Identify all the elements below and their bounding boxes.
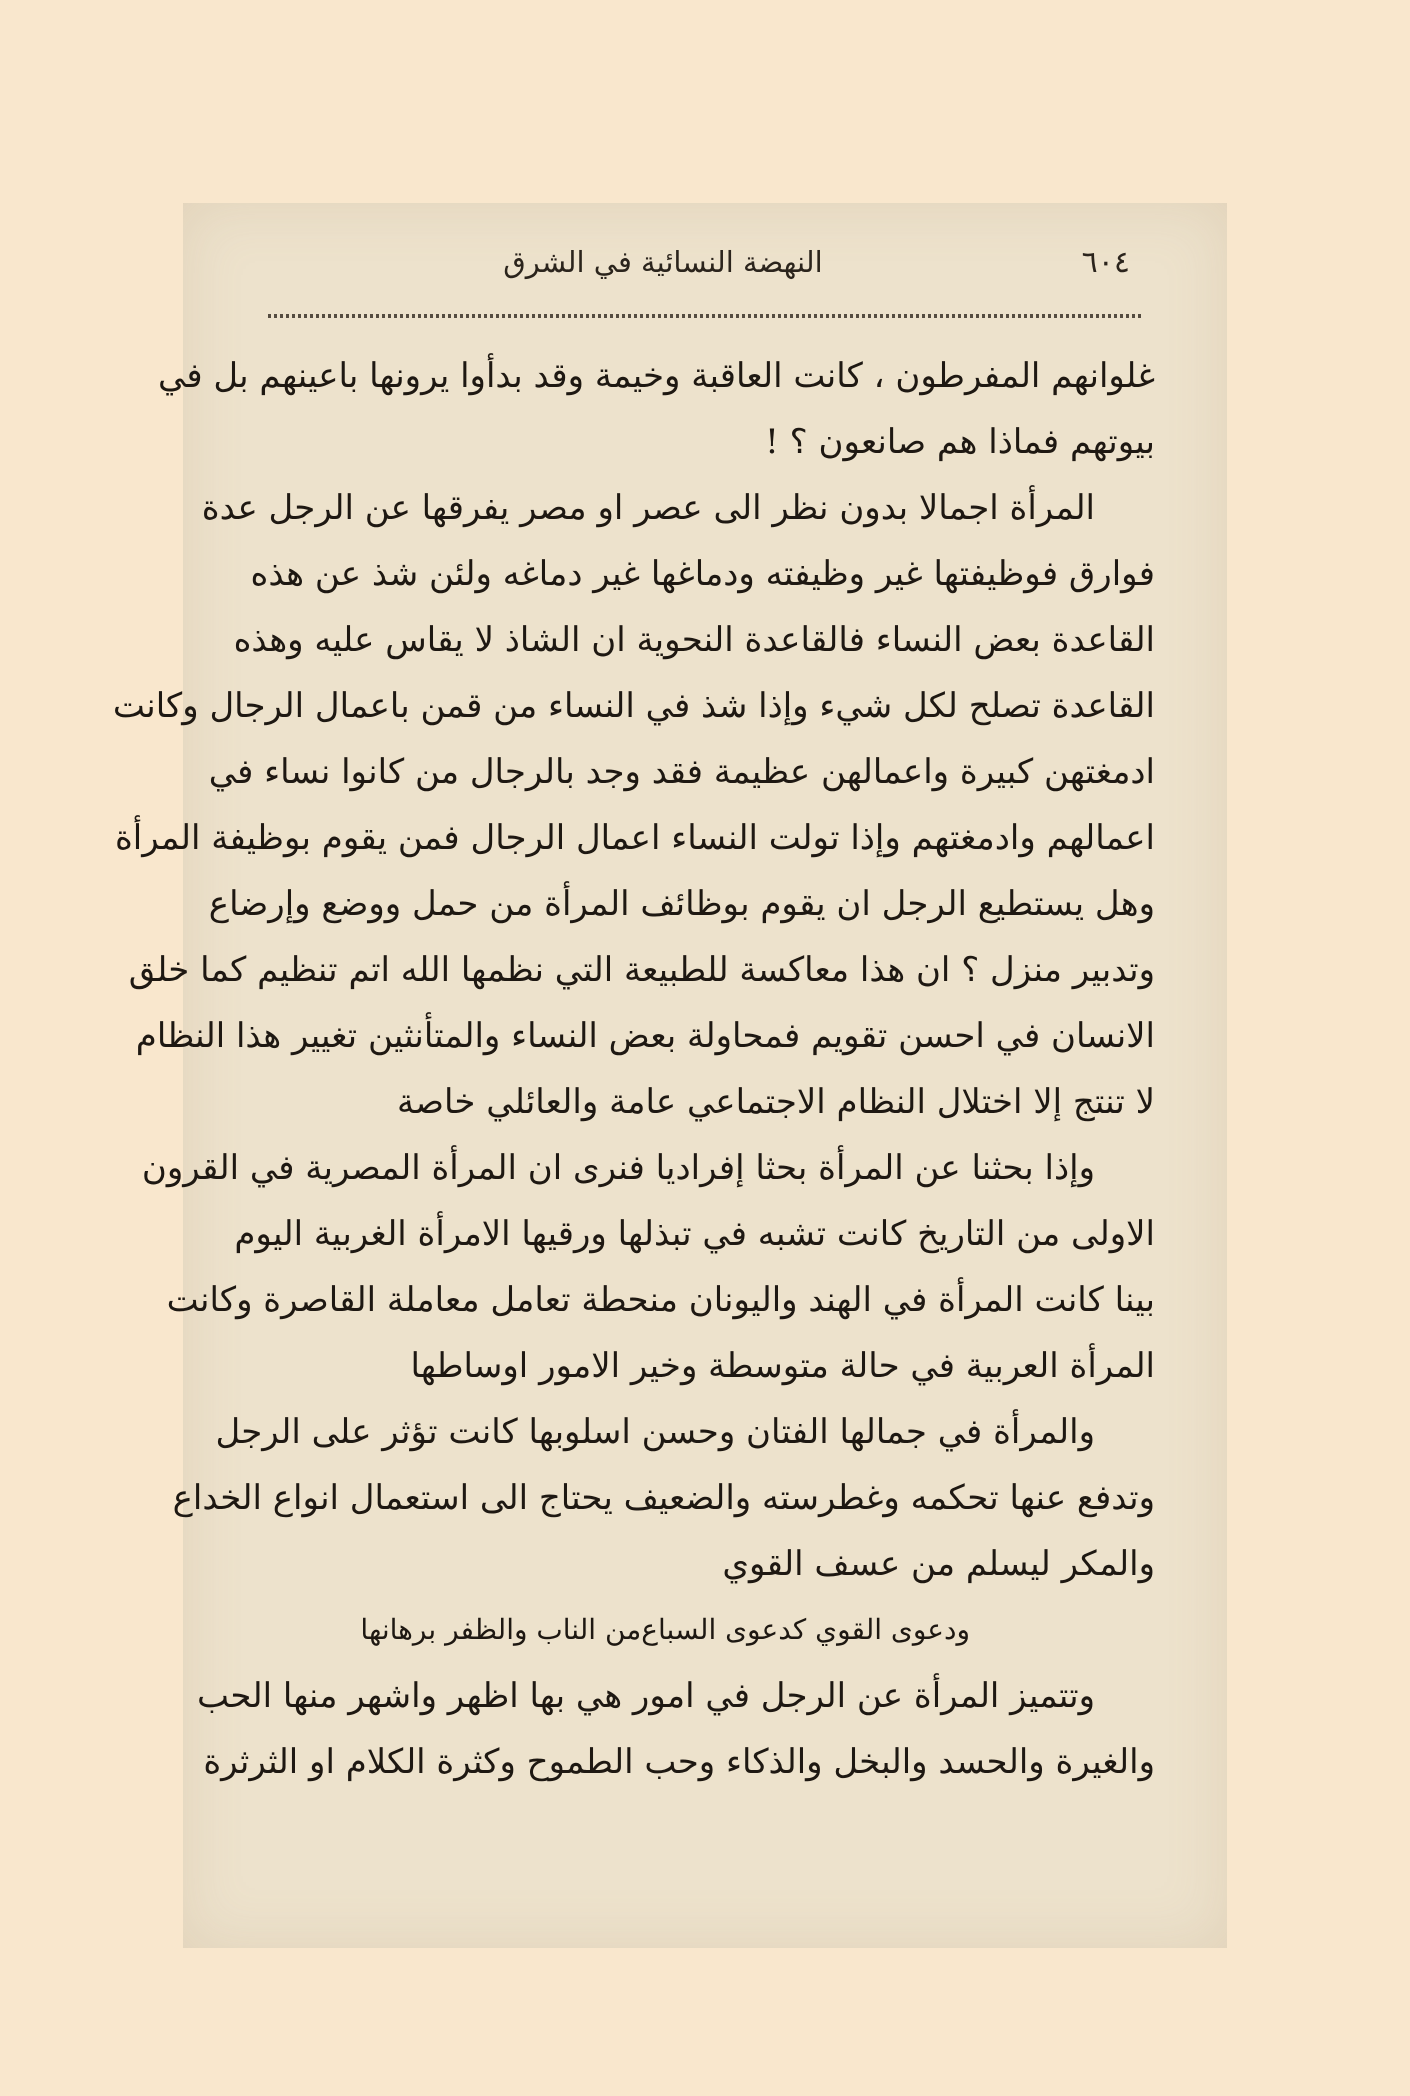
text-line: غلوانهم المفرطون ، كانت العاقبة وخيمة وقد بدأوا يرونها باعينهم بل في (158, 356, 1155, 396)
book-page (112, 203, 1227, 1948)
text-line: والمكر ليسلم من عسف القوي (722, 1544, 1155, 1584)
text-line: المرأة اجمالا بدون نظر الى عصر او مصر يفرقها عن الرجل عدة (201, 488, 1095, 528)
text-line: بينا كانت المرأة في الهند واليونان منحطة تعامل معاملة القاصرة وكانت (166, 1280, 1155, 1320)
text-line: بيوتهم فماذا هم صانعون ؟ ! (765, 422, 1155, 462)
text-line: فوارق فوظيفتها غير وظيفته ودماغها غير دماغه ولئن شذ عن هذه (250, 554, 1155, 594)
text-line: وهل يستطيع الرجل ان يقوم بوظائف المرأة من حمل ووضع وإرضاع (208, 884, 1155, 924)
text-line: وإذا بحثنا عن المرأة بحثا إفراديا فنرى ان المرأة المصرية في القرون (141, 1148, 1095, 1188)
text-line: المرأة العربية في حالة متوسطة وخير الامور اوساطها (410, 1346, 1155, 1386)
text-line: ادمغتهن كبيرة واعمالهن عظيمة فقد وجد بالرجال من كانوا نساء في (208, 752, 1155, 792)
text-line: والمرأة في جمالها الفتان وحسن اسلوبها كانت تؤثر على الرجل (215, 1412, 1095, 1452)
verse-hemistich-first: ودعوى القوي كدعوى السباع (641, 1613, 970, 1646)
text-line: وتتميز المرأة عن الرجل في امور هي بها اظهر واشهر منها الحب (196, 1676, 1095, 1716)
text-line: لا تنتج إلا اختلال النظام الاجتماعي عامة والعائلي خاصة (396, 1082, 1155, 1122)
running-title: النهضة النسائية في الشرق (503, 245, 823, 279)
body-text (112, 343, 1155, 1795)
text-line: القاعدة تصلح لكل شيء وإذا شذ في النساء من قمن باعمال الرجال وكانت (112, 686, 1155, 726)
text-line: وتدفع عنها تحكمه وغطرسته والضعيف يحتاج الى استعمال انواع الخداع (172, 1478, 1155, 1518)
header-rule (268, 314, 1141, 318)
page-number: ٦٠٤ (1081, 245, 1130, 280)
text-line: القاعدة بعض النساء فالقاعدة النحوية ان الشاذ لا يقاس عليه وهذه (233, 620, 1155, 660)
text-line: الاولى من التاريخ كانت تشبه في تبذلها ورقيها الامرأة الغربية اليوم (234, 1214, 1155, 1254)
poetry-verse (255, 1597, 1155, 1663)
text-line: وتدبير منزل ؟ ان هذا معاكسة للطبيعة التي نظمها الله اتم تنظيم كما خلق (128, 950, 1155, 990)
text-line: اعمالهم وادمغتهم وإذا تولت النساء اعمال الرجال فمن يقوم بوظيفة المرأة (114, 818, 1155, 858)
text-line: الانسان في احسن تقويم فمحاولة بعض النساء والمتأنثين تغيير هذا النظام (135, 1016, 1155, 1056)
text-line: والغيرة والحسد والبخل والذكاء وحب الطموح وكثرة الكلام او الثرثرة (203, 1742, 1155, 1782)
page-header (183, 203, 1227, 319)
verse-hemistich-second: من الناب والظفر برهانها (360, 1613, 642, 1646)
